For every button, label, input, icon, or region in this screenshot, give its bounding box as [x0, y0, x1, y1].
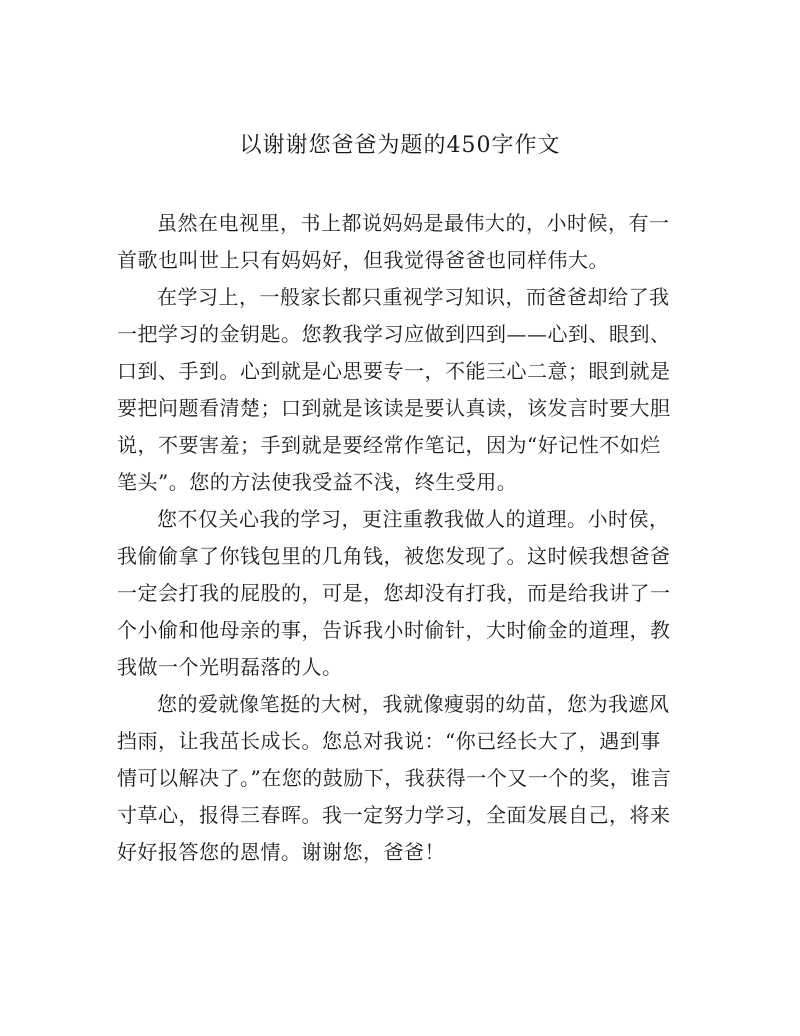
paragraph-2: 在学习上，一般家长都只重视学习知识，而爸爸却给了我一把学习的金钥匙。您教我学习应做到四到——心到、眼到、口到、手到。心到就是心思要专一，不能三心二意；眼到就是要把问题看清楚；口到就是该读是要认真读，该发言时要大胆说，不要害羞；手到就是要经常作笔记，因为“好记性不如烂笔头”。您的方法使我受益不浅，终生受用。: [117, 285, 671, 494]
paragraph-3: 您不仅关心我的学习，更注重教我做人的道理。小时侯，我偷偷拿了你钱包里的几角钱，被您发现了。这时候我想爸爸一定会打我的屁股的，可是，您却没有打我，而是给我讲了一个小偷和他母亲的事，告诉我小时偷针，大时偷金的道理，教我做一个光明磊落的人。: [117, 507, 671, 679]
paragraph-1: 虽然在电视里，书上都说妈妈是最伟大的，小时候，有一首歌也叫世上只有妈妈好，但我觉得爸爸也同样伟大。: [117, 211, 670, 272]
document-title: 以谢谢您爸爸为题的450字作文: [239, 133, 561, 158]
document-body: [117, 205, 675, 871]
paragraph-4: 您的爱就像笔挺的大树，我就像瘦弱的幼苗，您为我遮风挡雨，让我茁长成长。您总对我说：“你已经长大了，遇到事情可以解决了。”在您的鼓励下，我获得一个又一个的奖，谁言寸草心，报得三春晖。我一定努力学习，全面发展自己，将来好好报答您的恩情。谢谢您，爸爸！: [117, 692, 672, 864]
